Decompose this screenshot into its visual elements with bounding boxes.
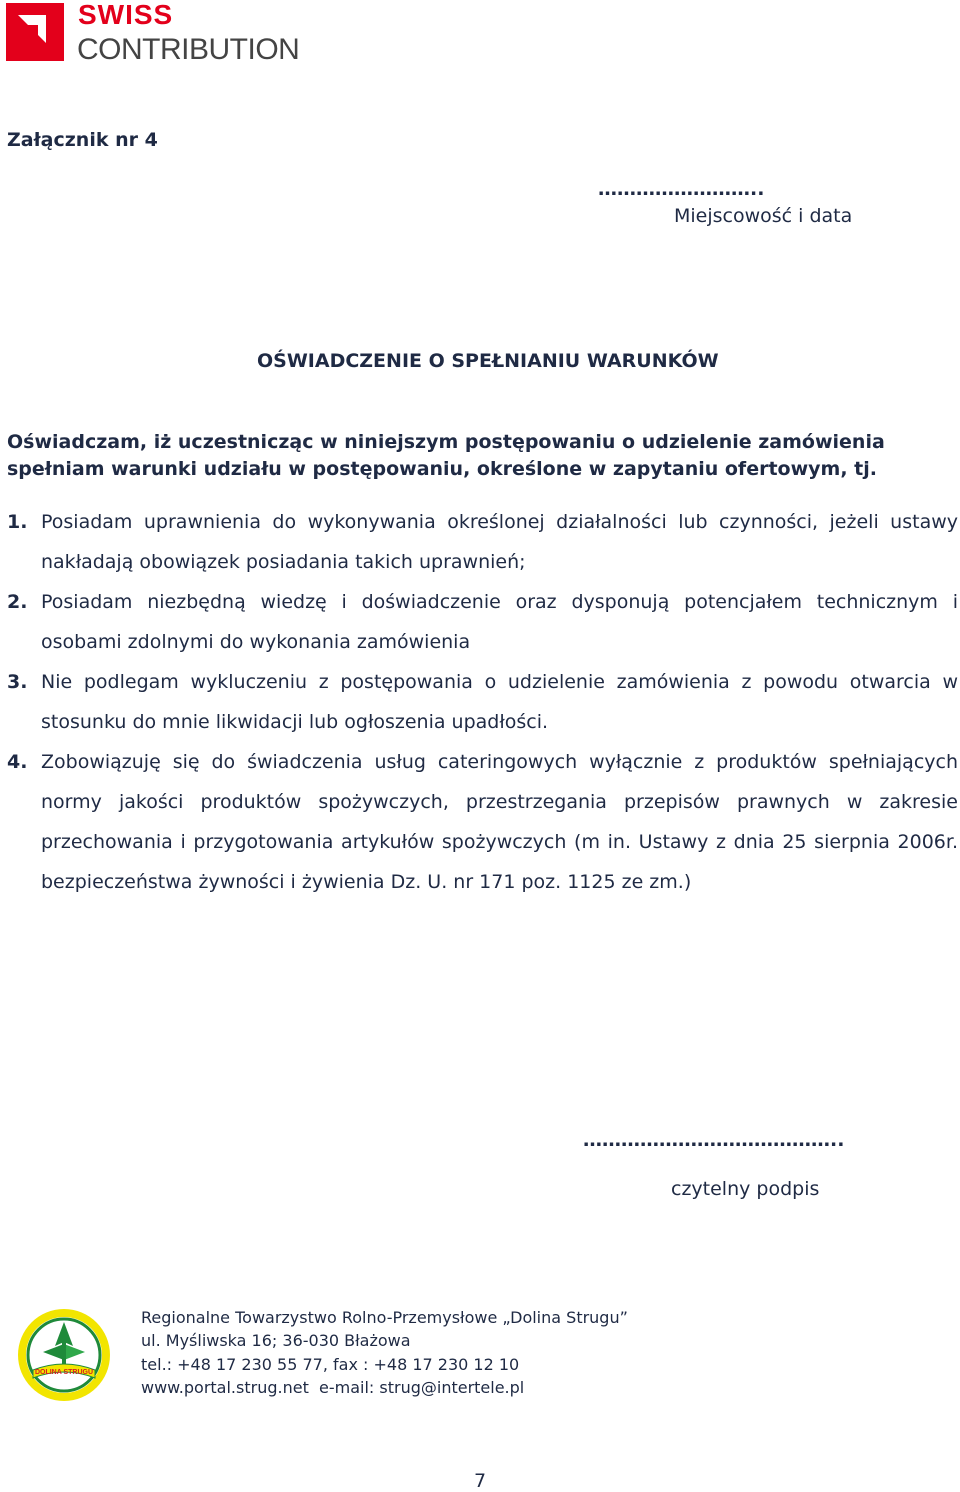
- intro-paragraph: Oświadczam, iż uczestnicząc w niniejszym postępowaniu o udzielenie zamówienia spełniam warunki udziału w postępowaniu, określone w zapytaniu ofertowym, tj.: [7, 431, 885, 480]
- footer-web-email: www.portal.strug.net e-mail: strug@intertele.pl: [141, 1378, 525, 1398]
- clause-item: [7, 582, 958, 662]
- clause-text: Posiadam niezbędną wiedzę i doświadczenie oraz dysponują potencjałem technicznym i osobami zdolnymi do wykonania zamówienia: [41, 591, 958, 653]
- clause-text: Zobowiązuję się do świadczenia usług cateringowych wyłącznie z produktów spełniających normy jakości produktów spożywczych, przestrzegania przepisów prawnych w zakresie przechowania i przygotowania artykułów spożywczych (m in. Ustawy z dnia 25 sierpnia 2006r. bezpieczeństwa żywności i żywienia Dz. U. nr 171 poz. 1125 ze zm.): [41, 751, 958, 893]
- footer-phone: tel.: +48 17 230 55 77, fax : +48 17 230 12 10: [141, 1354, 520, 1374]
- clause-number: 2.: [7, 591, 28, 613]
- dolina-strugu-logo: [17, 1308, 111, 1402]
- clause-item: [7, 502, 958, 582]
- clause-item: [7, 742, 958, 902]
- logo-text-contribution: CONTRIBUTION: [77, 33, 300, 66]
- clause-number: 1.: [7, 511, 28, 533]
- footer-contact-block: [141, 1306, 628, 1400]
- document-title: OŚWIADCZENIE O SPEŁNIANIU WARUNKÓW: [257, 350, 719, 372]
- footer-address: ul. Myśliwska 16; 36-030 Błażowa: [141, 1331, 411, 1351]
- clause-number: 4.: [7, 751, 28, 773]
- signature-label: czytelny podpis: [671, 1178, 820, 1200]
- swiss-contribution-logo: [6, 0, 306, 66]
- logo-text-swiss: SWISS: [78, 0, 174, 30]
- footer-org-name: Regionalne Towarzystwo Rolno-Przemysłowe „Dolina Strugu”: [141, 1308, 628, 1327]
- clause-number: 3.: [7, 671, 28, 693]
- logo-text: DOLINA STRUGU: [34, 1369, 94, 1376]
- clause-text: Posiadam uprawnienia do wykonywania określonej działalności lub czynności, jeżeli ustawy nakładają obowiązek posiadania takich uprawnień;: [41, 511, 958, 573]
- page-number: 7: [473, 1470, 487, 1492]
- date-label: Miejscowość i data: [674, 205, 853, 227]
- clause-text: Nie podlegam wykluczeniu z postępowania o udzielenie zamówienia z powodu otwarcia w stosunku do mnie likwidacji lub ogłoszenia upadłości.: [41, 671, 958, 733]
- signature-placeholder-dots: …………………………………..: [583, 1129, 845, 1151]
- clause-list: [7, 502, 958, 902]
- swiss-flag-icon: [6, 3, 64, 61]
- clause-item: [7, 662, 958, 742]
- date-placeholder-dots: ……………………..: [598, 178, 765, 200]
- annex-label: Załącznik nr 4: [7, 129, 158, 151]
